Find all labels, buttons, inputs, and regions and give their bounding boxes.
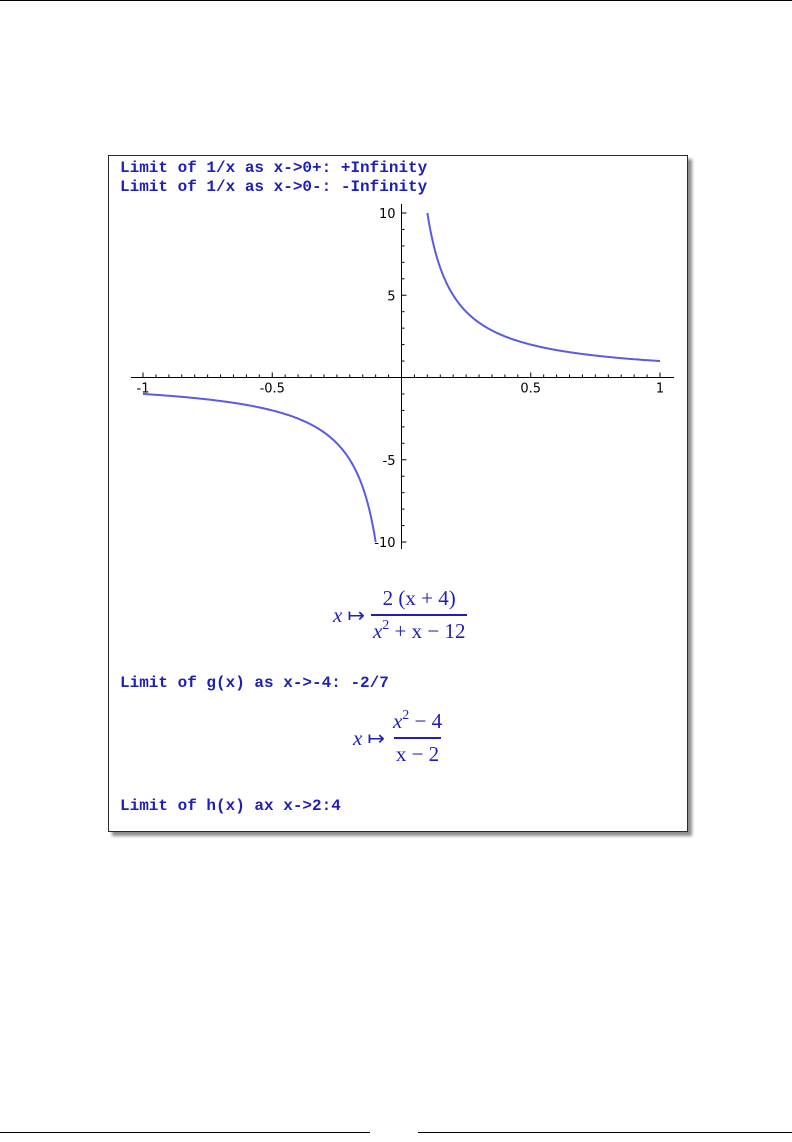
plot-axes (131, 204, 674, 549)
formula-h-numerator (391, 709, 444, 737)
formula-g-fraction (371, 586, 468, 644)
output-panel (108, 155, 688, 832)
formula-h (353, 709, 444, 767)
plot-tick-labels (137, 207, 665, 551)
footer-rule-left (0, 1132, 370, 1133)
limit-plus-output: Limit of 1/x as x->0+: +Infinity (120, 159, 428, 177)
y-tick-label: 10 (378, 207, 396, 222)
y-tick-label: -5 (382, 453, 396, 469)
curve-negative-branch (143, 394, 376, 542)
formula-g-den-rest: + x − 12 (389, 619, 466, 643)
x-tick-label: -0.5 (259, 381, 285, 397)
formula-h-num-base: x (392, 709, 403, 733)
limit-g-output: Limit of g(x) as x->-4: -2/7 (120, 674, 389, 692)
formula-g-maps-to: ↦ (347, 602, 365, 627)
reciprocal-plot (109, 196, 687, 556)
x-tick-label: 1 (655, 381, 665, 397)
limit-minus-output: Limit of 1/x as x->0-: -Infinity (120, 178, 428, 196)
formula-g-numerator: 2 (x + 4) (382, 586, 456, 610)
formula-h-denominator: x − 2 (394, 737, 441, 767)
formula-h-maps-to: ↦ (367, 725, 385, 750)
x-tick-label: -1 (136, 381, 150, 397)
formula-h-num-exp: 2 (402, 708, 410, 723)
footer-rule-right (418, 1132, 792, 1133)
formula-g-den-exp: 2 (382, 618, 390, 633)
y-tick-label: 5 (387, 289, 396, 305)
limit-h-output: Limit of h(x) ax x->2:4 (120, 797, 341, 815)
x-tick-label: 0.5 (520, 381, 542, 397)
curve-positive-branch (427, 213, 660, 361)
formula-g (333, 586, 467, 644)
y-tick-label: -10 (374, 536, 396, 551)
formula-h-num-rest: − 4 (409, 709, 443, 733)
formula-g-den-base: x (372, 619, 383, 643)
formula-g-var: x (333, 602, 343, 627)
formula-g-denominator (371, 614, 468, 644)
formula-h-var: x (353, 725, 363, 750)
page-top-rule (0, 0, 792, 1)
formula-h-fraction (391, 709, 444, 767)
